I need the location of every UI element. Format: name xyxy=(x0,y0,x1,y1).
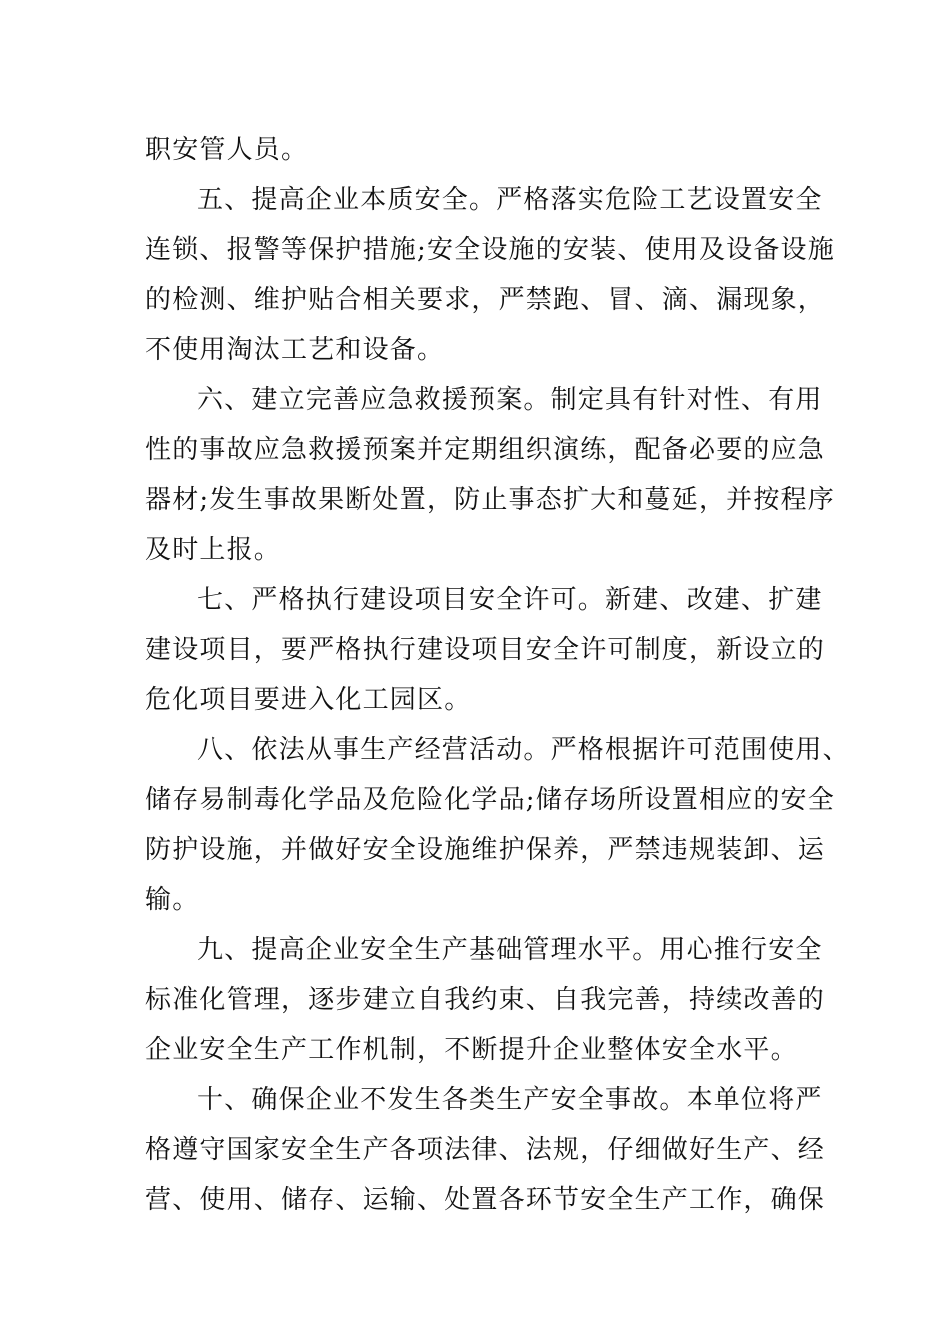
text-line: 八、依法从事生产经营活动。严格根据许可范围使用、 xyxy=(197,735,850,765)
text-line: 不使用淘汰工艺和设备。 xyxy=(145,335,445,365)
text-line: 九、提高企业安全生产基础管理水平。用心推行安全 xyxy=(197,935,823,965)
text-line: 性的事故应急救援预案并定期组织演练，配备必要的应急 xyxy=(145,435,826,465)
text-line: 职安管人员。 xyxy=(145,135,309,165)
text-line: 十、确保企业不发生各类生产安全事故。本单位将严 xyxy=(197,1085,823,1115)
text-line: 建设项目，要严格执行建设项目安全许可制度，新设立的 xyxy=(145,635,826,665)
text-line: 六、建立完善应急救援预案。制定具有针对性、有用 xyxy=(197,385,823,415)
text-line: 器材;发生事故果断处置，防止事态扩大和蔓延，并按程序 xyxy=(145,485,835,515)
text-line: 及时上报。 xyxy=(145,535,282,565)
text-line: 营、使用、储存、运输、处置各环节安全生产工作，确保 xyxy=(145,1185,826,1215)
text-line: 七、严格执行建设项目安全许可。新建、改建、扩建 xyxy=(197,585,823,615)
text-line: 企业安全生产工作机制，不断提升企业整体安全水平。 xyxy=(145,1035,798,1065)
text-line: 储存易制毒化学品及危险化学品;储存场所设置相应的安全 xyxy=(145,785,835,815)
text-line: 输。 xyxy=(145,885,200,915)
text-line: 危化项目要进入化工园区。 xyxy=(145,685,472,715)
text-line: 标准化管理，逐步建立自我约束、自我完善，持续改善的 xyxy=(145,985,826,1015)
text-line: 五、提高企业本质安全。严格落实危险工艺设置安全 xyxy=(197,185,823,215)
text-line: 连锁、报警等保护措施;安全设施的安装、使用及设备设施 xyxy=(145,235,835,265)
text-line: 格遵守国家安全生产各项法律、法规，仔细做好生产、经 xyxy=(145,1135,826,1165)
text-line: 防护设施，并做好安全设施维护保养，严禁违规装卸、运 xyxy=(145,835,826,865)
text-line: 的检测、维护贴合相关要求，严禁跑、冒、滴、漏现象， xyxy=(145,285,826,315)
